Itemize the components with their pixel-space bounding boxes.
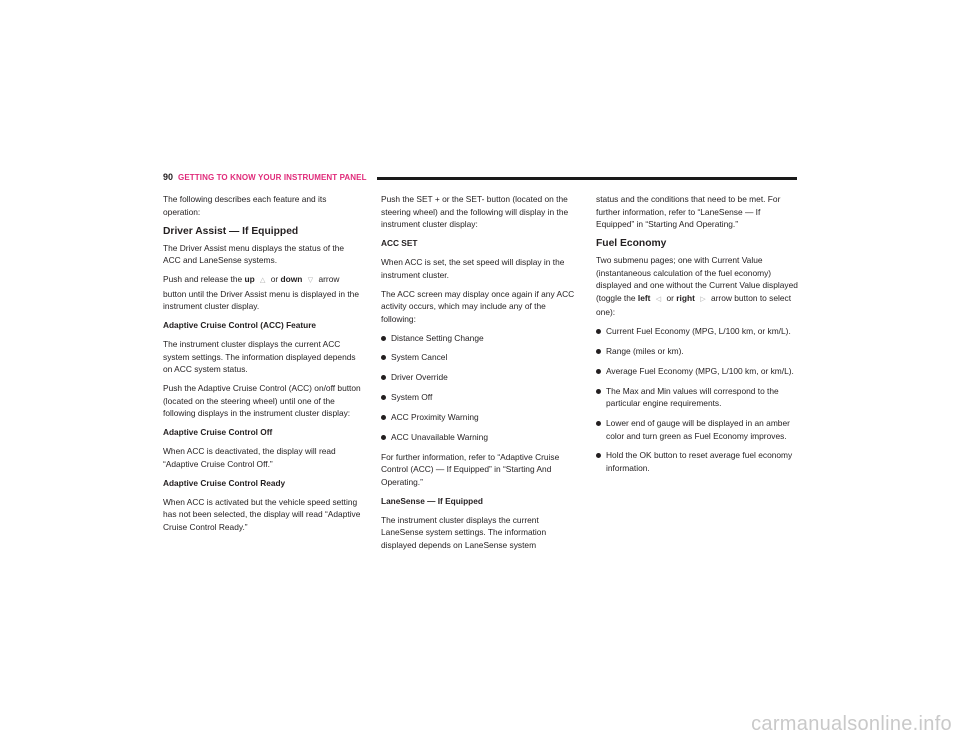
acc-screen-desc: The ACC screen may display once again if any ACC activity occurs, which may include any of the following: (381, 288, 575, 324)
acc-feature-heading: Adaptive Cruise Control (ACC) Feature (163, 320, 317, 330)
left-word: left (637, 292, 651, 303)
page-number: 90 (163, 172, 174, 182)
column-3 (596, 193, 800, 482)
list-item: The Max and Min values will correspond to the particular engine requirements. (596, 385, 800, 410)
driver-assist-heading: Driver Assist — If Equipped (163, 225, 299, 237)
acc-off-heading: Adaptive Cruise Control Off (163, 427, 273, 437)
intro-text: The following describes each feature and its operation: (163, 194, 327, 217)
acc-set-desc: When ACC is set, the set speed will display in the instrument cluster. (381, 257, 565, 280)
list-item: Hold the OK button to reset average fuel economy information. (596, 449, 800, 474)
list-item: Driver Override (381, 371, 579, 384)
set-push-desc: Push the SET + or the SET- button (located on the steering wheel) and the following will display in the instrument cluster display: (381, 194, 569, 229)
fuel-economy-heading: Fuel Economy (596, 238, 667, 249)
driver-assist-desc: The Driver Assist menu displays the status of the ACC and LaneSense systems. (163, 242, 345, 265)
fuel-desc-suffix: arrow button to select one): (596, 292, 792, 317)
list-item: Current Fuel Economy (MPG, L/100 km, or km/L). (596, 325, 800, 338)
acc-feature-desc: The instrument cluster displays the current ACC system settings. The information displayed depends on ACC system status. (163, 339, 356, 374)
column-2 (381, 193, 579, 558)
acc-ready-heading: Adaptive Cruise Control Ready (163, 477, 286, 488)
column-1 (163, 193, 361, 540)
left-arrow-icon: ◁ (655, 295, 662, 303)
acc-activity-list (381, 332, 579, 444)
right-arrow-icon: ▷ (700, 295, 706, 303)
push-instruction (163, 273, 361, 313)
list-item: Distance Setting Change (381, 332, 579, 345)
or-word: or (270, 274, 279, 284)
right-word: right (676, 292, 695, 303)
push-prefix: Push and release the (163, 274, 243, 284)
list-item: System Off (381, 391, 579, 404)
down-arrow-icon: ▽ (307, 277, 314, 284)
lanesense-desc: The instrument cluster displays the current LaneSense system settings. The information displayed depends on LaneSense system (381, 514, 547, 550)
acc-set-heading: ACC SET (381, 238, 418, 248)
up-arrow-icon: △ (260, 277, 266, 284)
list-item: ACC Proximity Warning (381, 411, 579, 424)
list-item: ACC Unavailable Warning (381, 431, 579, 444)
list-item: Average Fuel Economy (MPG, L/100 km, or km/L). (596, 365, 800, 378)
list-item: Lower end of gauge will be displayed in an amber color and turn green as Fuel Economy improves. (596, 417, 800, 442)
acc-push-desc: Push the Adaptive Cruise Control (ACC) on/off button (located on the steering wheel) until one of the following displays in the instrument cluster display: (163, 383, 361, 418)
section-title: GETTING TO KNOW YOUR INSTRUMENT PANEL (178, 172, 367, 182)
lanesense-continued: status and the conditions that need to be met. For further information, refer to “LaneSense — If Equipped” in “Starting And Operating.” (596, 194, 781, 229)
fuel-desc-prefix: Two submenu pages; one with Current Value (instantaneous calculation of the fuel economy) displayed and one without the Current Value displayed (toggle the (596, 255, 798, 303)
acc-ready-desc: When ACC is activated but the vehicle speed setting has not been selected, the display will read “Adaptive Cruise Control Ready.” (163, 496, 361, 532)
acc-off-desc: When ACC is deactivated, the display will read “Adaptive Cruise Control Off.” (163, 446, 336, 469)
push-suffix: arrow button until the Driver Assist menu is displayed in the instrument cluster display. (163, 274, 359, 311)
page-header (163, 172, 367, 182)
list-item: System Cancel (381, 351, 579, 364)
lanesense-heading: LaneSense — If Equipped (381, 495, 483, 506)
fuel-economy-desc (596, 254, 800, 319)
down-word: down (280, 274, 303, 284)
up-word: up (244, 274, 255, 284)
header-rule (377, 177, 797, 180)
acc-further-info: For further information, refer to “Adaptive Cruise Control (ACC) — If Equipped” in “Starting And Operating.” (381, 451, 560, 487)
fuel-economy-list (596, 325, 800, 474)
list-item: Range (miles or km). (596, 345, 800, 358)
or-word: or (666, 292, 674, 303)
watermark: carmanualsonline.info (751, 713, 952, 735)
